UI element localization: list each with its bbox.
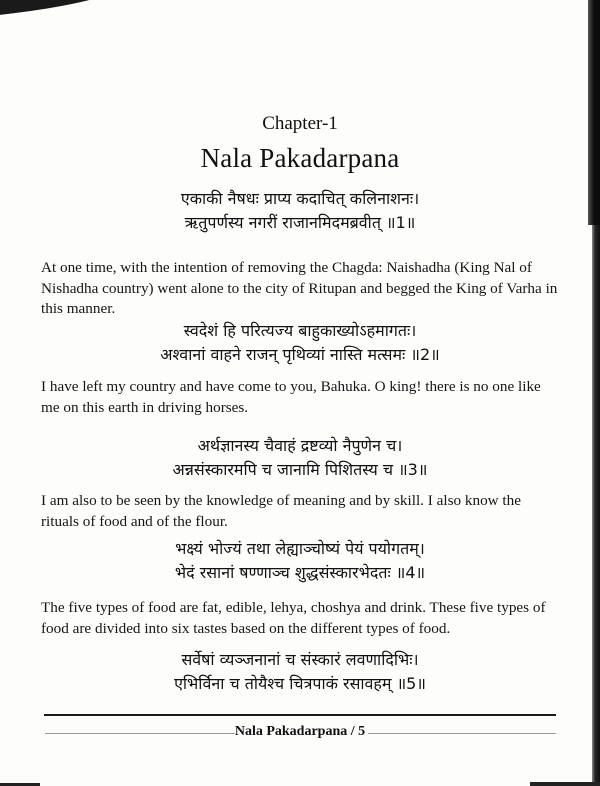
- verse-1: [0, 187, 600, 235]
- verse-4: [0, 537, 600, 585]
- verse-3: [0, 434, 600, 482]
- verse-line: अर्थज्ञानस्य चैवाहं द्रष्टव्यो नैपुणेन च।: [197, 436, 403, 455]
- verse-line: सर्वेषां व्यञ्जनानां च संस्कारं लवणादिभिः।: [181, 650, 419, 669]
- scan-shadow-top-left: [0, 0, 142, 18]
- scan-shadow-bottom-right: [530, 782, 600, 786]
- verse-line: ऋतुपर्णस्य नगरीं राजानमिदमब्रवीत् ॥1॥: [184, 213, 416, 232]
- footer-rule: [44, 714, 556, 716]
- chapter-title: Nala Pakadarpana: [200, 143, 400, 173]
- verse-line: भेदं रसानां षण्णाञ्च शुद्धसंस्कारभेदतः ॥4॥: [174, 563, 426, 582]
- verse-line: एभिर्विना च तोयैश्च चित्रपाकं रसावहम् ॥5॥: [174, 674, 426, 693]
- verse-line: स्वदेशं हि परित्यज्य बाहुकाख्योऽहमागतः।: [183, 321, 417, 340]
- verse-line: भक्ष्यं भोज्यं तथा लेह्याञ्चोष्यं पेयं पयोगतम्।: [175, 539, 425, 558]
- verse-line: एकाकी नैषधः प्राप्य कदाचित् कलिनाशनः।: [180, 189, 420, 208]
- verse-2: [0, 319, 600, 367]
- translation-3: I am also to be seen by the knowledge of meaning and by skill. I also know the rituals of food and of the flour.: [41, 492, 521, 530]
- translation-1: At one time, with the intention of removing the Chagda: Naishadha (King Nal of Nishadha country) went alone to the city of Ritupan and begged the King of Varha in this manner.: [41, 259, 558, 317]
- chapter-label: Chapter-1: [262, 113, 338, 134]
- running-footer: Nala Pakadarpana / 5: [234, 724, 366, 739]
- verse-line: अश्वानां वाहने राजन् पृथिव्यां नास्ति मत्समः ॥2॥: [160, 345, 440, 364]
- translation-4: The five types of food are fat, edible, lehya, choshya and drink. These five types of food are divided into six tastes based on the different types of food.: [41, 599, 546, 637]
- verse-5: [0, 648, 600, 696]
- translation-2: I have left my country and have come to you, Bahuka. O king! there is no one like me on this earth in driving horses.: [41, 378, 541, 416]
- verse-line: अन्नसंस्कारमपि च जानामि पिशितस्य च ॥3॥: [172, 460, 428, 479]
